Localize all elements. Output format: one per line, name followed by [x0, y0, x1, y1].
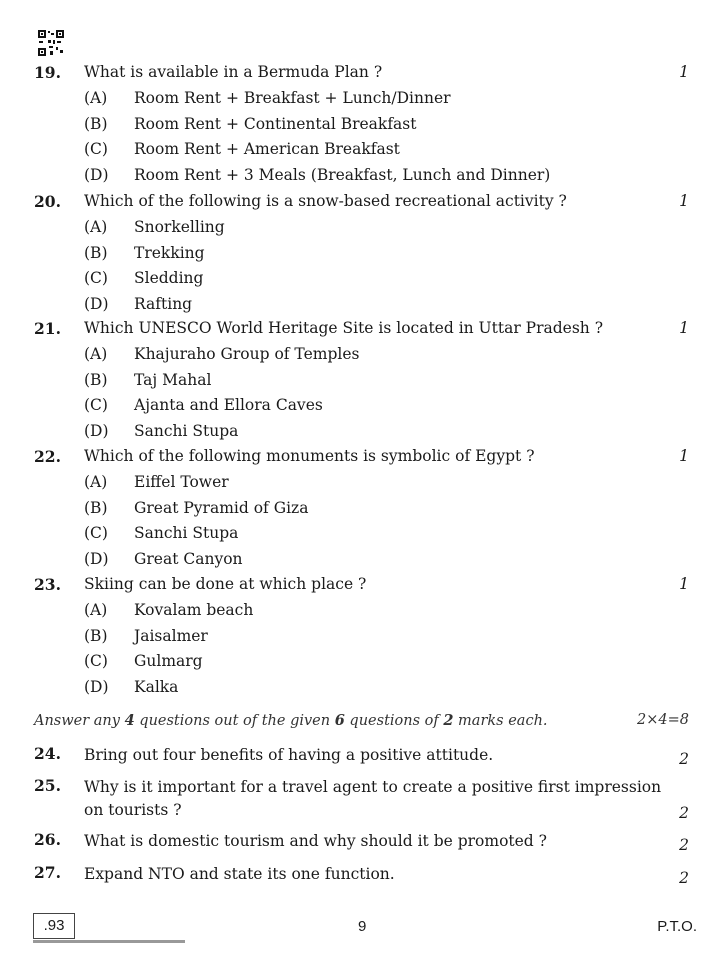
- option-label: (A): [84, 345, 108, 363]
- option-label: (D): [84, 294, 109, 313]
- question-marks: 1: [679, 319, 689, 337]
- question-22: [0, 447, 727, 575]
- option-label: (D): [84, 549, 109, 568]
- option-label: (D): [84, 677, 109, 696]
- option-label: (B): [84, 243, 108, 262]
- question-text: Which of the following monuments is symbolic of Egypt ?: [84, 447, 535, 465]
- instruction-count: 4: [124, 712, 135, 729]
- question-marks: 1: [679, 447, 689, 465]
- option-text: Room Rent + Breakfast + Lunch/Dinner: [134, 89, 451, 107]
- qr-code-icon: [38, 30, 64, 56]
- question-number: 22.: [34, 447, 61, 466]
- question-text: Bring out four benefits of having a positive attitude.: [84, 746, 494, 764]
- page-number: 9: [358, 918, 367, 935]
- option-text: Great Canyon: [134, 549, 243, 568]
- option-label: (B): [84, 626, 108, 645]
- question-number: 21.: [34, 319, 61, 338]
- question-text: Why is it important for a travel agent to create a positive first impression on tourists ?: [84, 778, 662, 819]
- option-label: (B): [84, 114, 108, 133]
- question-text: What is domestic tourism and why should it be promoted ?: [84, 832, 547, 850]
- question-number: 27.: [34, 863, 61, 882]
- pto-label: P.T.O.: [657, 918, 697, 935]
- option-text: Jaisalmer: [134, 626, 208, 645]
- option-text: Sanchi Stupa: [134, 524, 239, 542]
- option-label: (D): [84, 421, 109, 440]
- question-text: What is available in a Bermuda Plan ?: [84, 63, 383, 81]
- option-label: (B): [84, 498, 108, 517]
- question-marks: 1: [679, 575, 689, 593]
- question-24: [0, 744, 727, 768]
- option-text: Room Rent + 3 Meals (Breakfast, Lunch and Dinner): [134, 165, 551, 184]
- question-text: Which UNESCO World Heritage Site is located in Uttar Pradesh ?: [84, 319, 604, 337]
- section-marks: 2×4=8: [637, 712, 689, 728]
- option-text: Gulmarg: [134, 652, 203, 670]
- question-27: [0, 863, 727, 887]
- question-marks: 1: [679, 63, 689, 81]
- question-text: Which of the following is a snow-based recreational activity ?: [84, 192, 567, 210]
- option-text: Kovalam beach: [134, 601, 254, 619]
- option-label: (C): [84, 396, 108, 414]
- barcode-strip: [33, 940, 185, 943]
- option-text: Sanchi Stupa: [134, 421, 239, 440]
- question-text: Expand NTO and state its one function.: [84, 865, 395, 883]
- option-text: Great Pyramid of Giza: [134, 498, 309, 517]
- option-label: (D): [84, 165, 109, 184]
- instruction-text: questions of: [344, 713, 444, 729]
- question-marks: 2: [679, 869, 689, 887]
- option-text: Sledding: [134, 269, 204, 287]
- option-label: (A): [84, 89, 108, 107]
- option-label: (A): [84, 601, 108, 619]
- option-text: Eiffel Tower: [134, 473, 229, 491]
- option-label: (C): [84, 140, 108, 158]
- instruction-text: questions out of the given: [134, 713, 335, 729]
- question-number: 25.: [34, 776, 61, 795]
- option-label: (B): [84, 370, 108, 389]
- question-26: [0, 830, 727, 854]
- question-19: [0, 63, 727, 191]
- instruction-count: 6: [334, 712, 345, 729]
- option-text: Taj Mahal: [134, 370, 212, 389]
- section-instruction: [34, 712, 548, 729]
- option-text: Room Rent + American Breakfast: [134, 140, 400, 158]
- question-marks: 2: [679, 804, 689, 822]
- question-marks: 2: [679, 750, 689, 768]
- option-text: Snorkelling: [134, 218, 225, 236]
- question-marks: 1: [679, 192, 689, 210]
- instruction-marks-value: 2: [443, 712, 454, 729]
- option-label: (C): [84, 652, 108, 670]
- option-label: (A): [84, 218, 108, 236]
- option-label: (A): [84, 473, 108, 491]
- question-number: 20.: [34, 192, 61, 211]
- question-number: 23.: [34, 575, 61, 594]
- question-20: [0, 192, 727, 320]
- instruction-text: marks each.: [453, 713, 548, 729]
- question-number: 19.: [34, 63, 61, 82]
- instruction-text: Answer any: [34, 713, 125, 729]
- option-label: (C): [84, 524, 108, 542]
- option-label: (C): [84, 269, 108, 287]
- option-text: Khajuraho Group of Temples: [134, 345, 360, 363]
- option-text: Kalka: [134, 677, 179, 696]
- option-text: Room Rent + Continental Breakfast: [134, 114, 417, 133]
- question-number: 26.: [34, 830, 61, 849]
- option-text: Rafting: [134, 294, 193, 313]
- paper-code-box: .93: [33, 913, 75, 939]
- question-number: 24.: [34, 744, 61, 763]
- option-text: Ajanta and Ellora Caves: [134, 396, 323, 414]
- question-text: Skiing can be done at which place ?: [84, 575, 367, 593]
- option-text: Trekking: [134, 243, 205, 262]
- question-25: [0, 776, 727, 822]
- question-marks: 2: [679, 836, 689, 854]
- question-23: [0, 575, 727, 703]
- question-21: [0, 319, 727, 447]
